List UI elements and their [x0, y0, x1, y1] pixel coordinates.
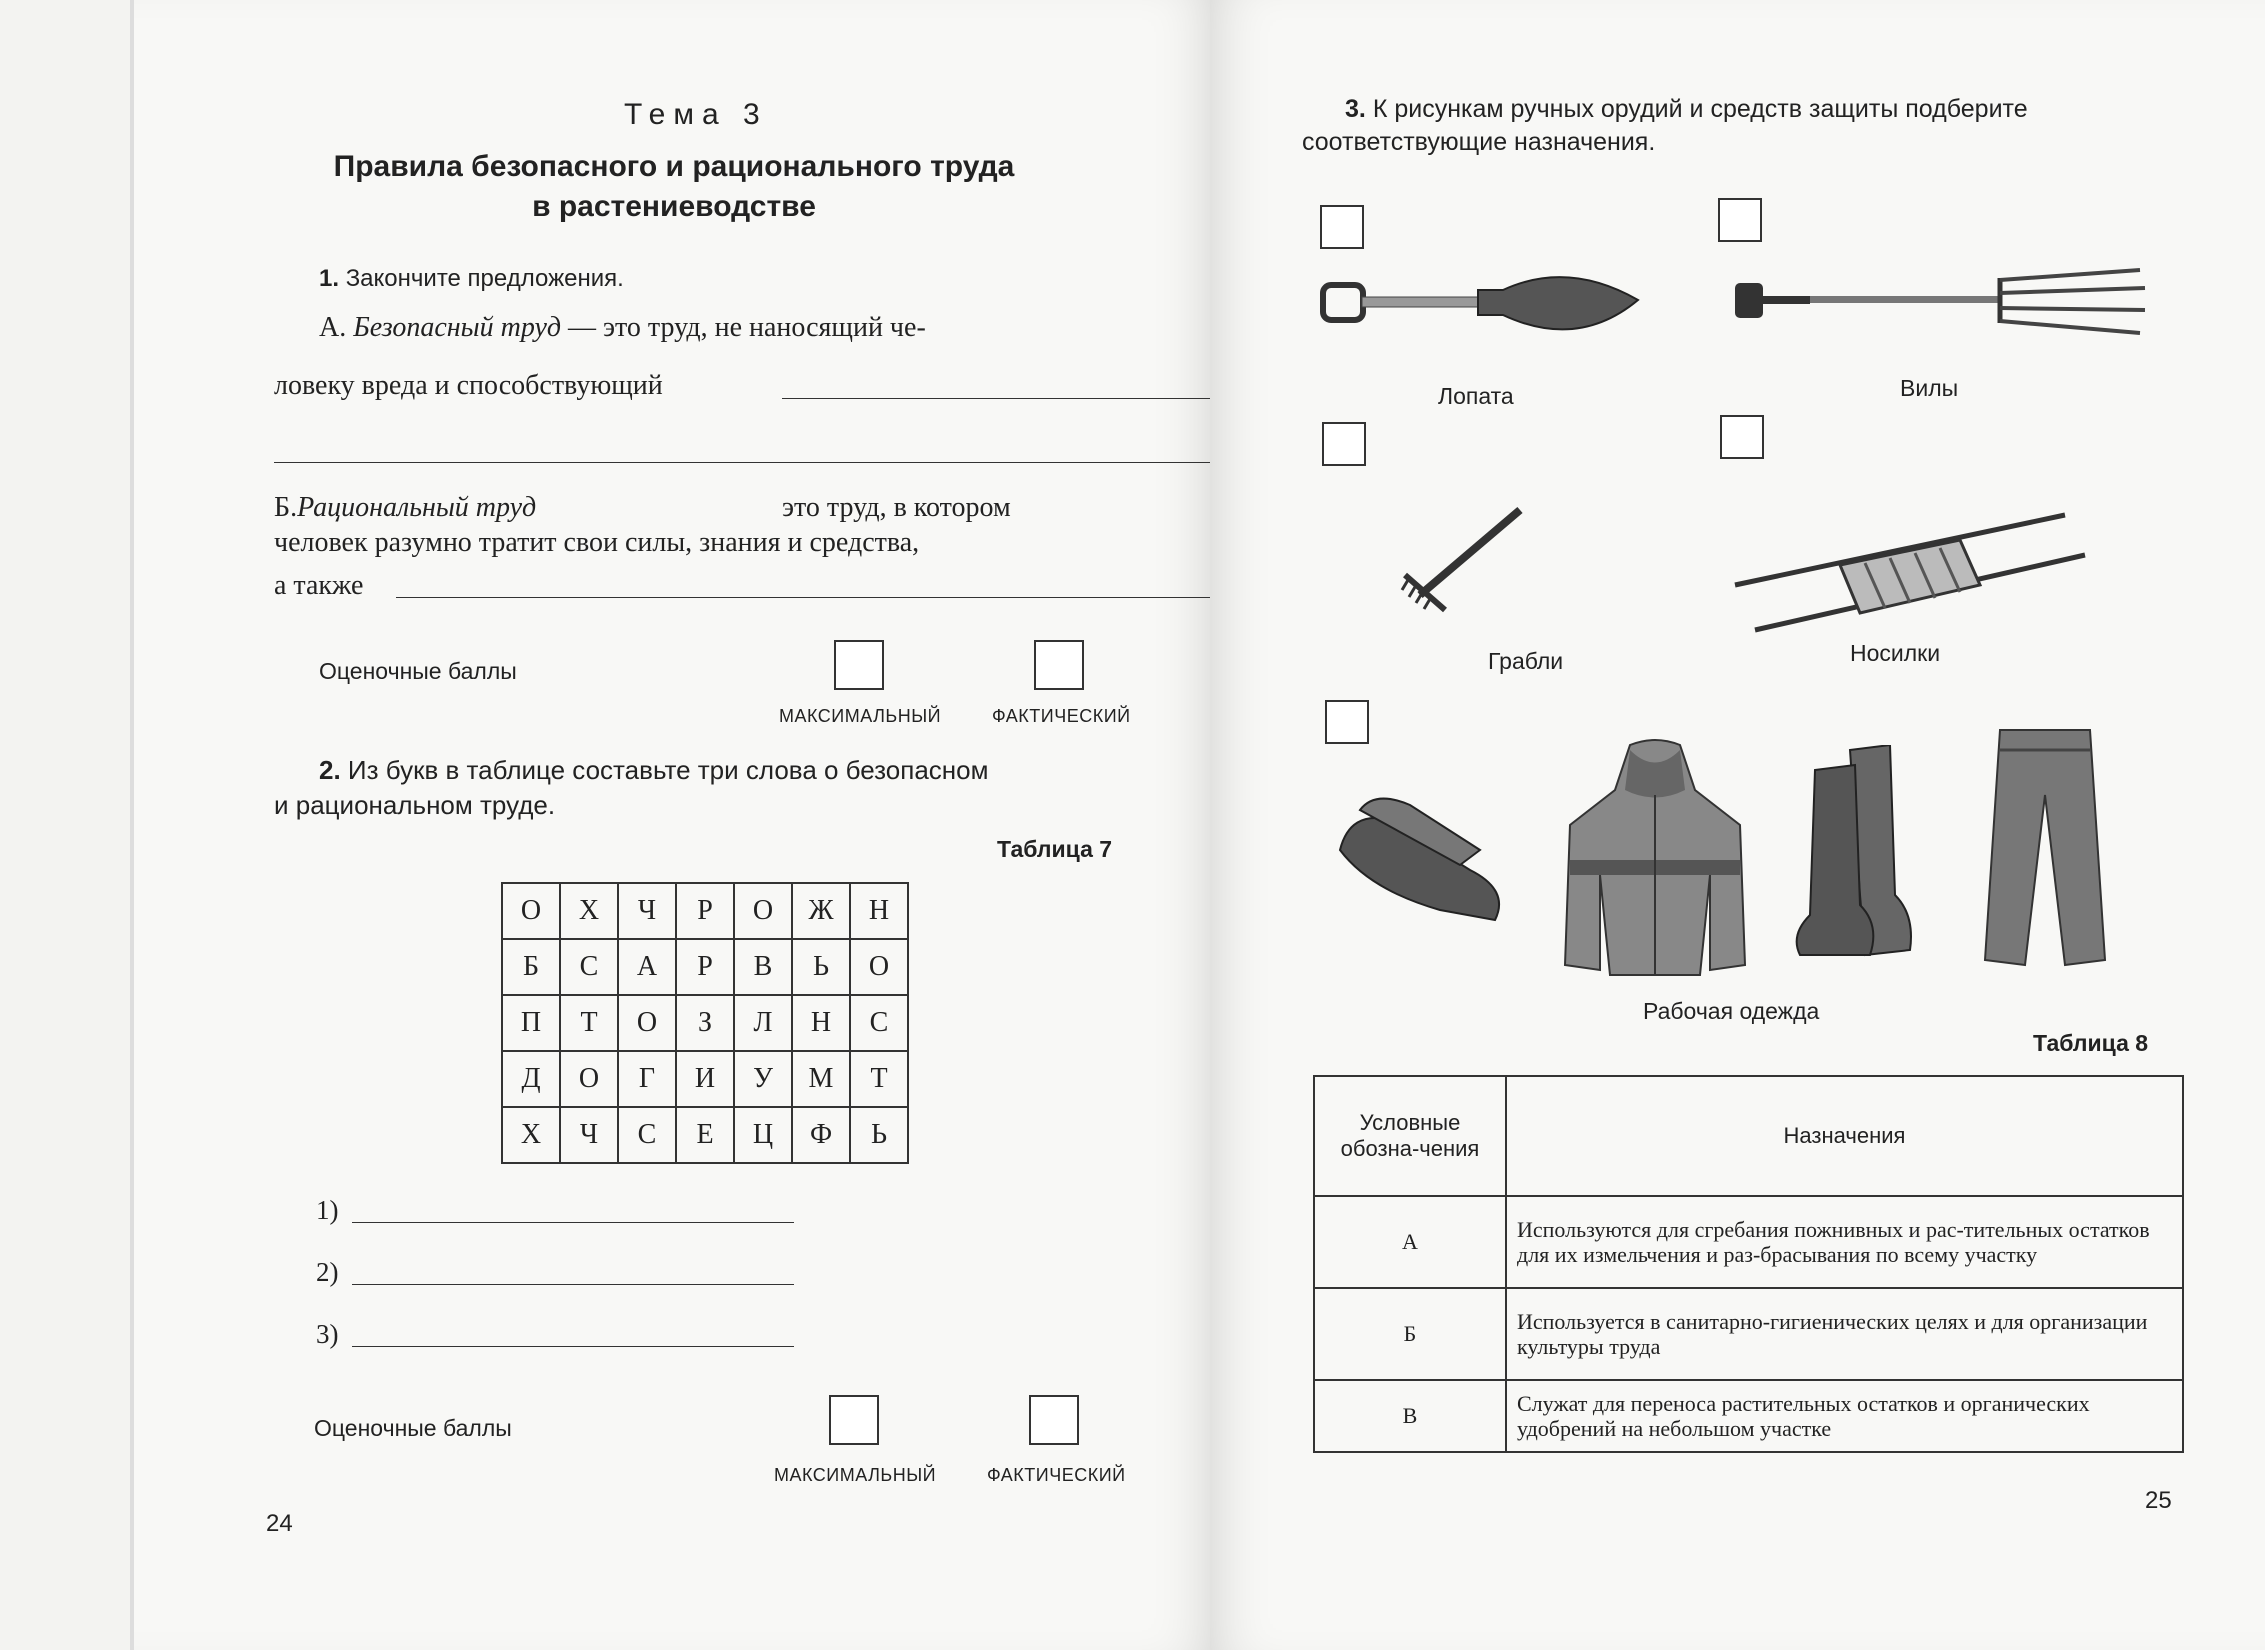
table8-row-b: [1314, 1288, 2183, 1380]
task3-instruction-1: К рисункам ручных орудий и средств защиты подберите: [1372, 95, 2028, 123]
score-label-1: Оценочные баллы: [319, 658, 517, 684]
task1-instruction: Закончите предложения.: [345, 265, 624, 292]
table8-row-b-val: Используется в санитарно-гигиенических целях и для организации культуры труда: [1506, 1288, 2183, 1380]
max-label-1: МАКСИМАЛЬНЫЙ: [779, 706, 942, 726]
rake-answer-box[interactable]: [1322, 422, 1366, 466]
letter-grid-cell: Н: [850, 883, 908, 939]
letter-grid-cell: О: [734, 883, 792, 939]
max-score-box-2[interactable]: [829, 1395, 879, 1445]
task1-a-prefix: А.: [319, 312, 347, 343]
letter-grid-cell: Н: [792, 995, 850, 1051]
task1-a-term: Безопасный труд: [353, 312, 562, 343]
letter-grid-cell: Ц: [734, 1107, 792, 1163]
letter-grid-cell: Ч: [618, 883, 676, 939]
letter-grid-cell: Ь: [850, 1107, 908, 1163]
fact-label-2: ФАКТИЧЕСКИЙ: [987, 1465, 1126, 1485]
letter-grid-cell: И: [676, 1051, 734, 1107]
task3-instruction-2: соответствующие назначения.: [1302, 128, 1656, 156]
table8-label: Таблица 8: [2033, 1030, 2149, 1056]
task2-instruction-1: Из букв в таблице составьте три слова о безопасном: [347, 755, 989, 785]
rake-icon: [1400, 495, 1550, 615]
page-subtitle: в растениеводстве: [532, 190, 816, 223]
task1-a-answer-line-1[interactable]: [782, 398, 1258, 399]
fact-score-box-1[interactable]: [1034, 640, 1084, 690]
table8-row-b-key: Б: [1314, 1288, 1506, 1380]
table8-row-c-key: В: [1314, 1380, 1506, 1452]
answer-2-line[interactable]: [352, 1284, 794, 1285]
answer-1-label: 1): [316, 1195, 339, 1225]
answer-1-line[interactable]: [352, 1222, 794, 1223]
table7-label: Таблица 7: [997, 836, 1113, 862]
task2-instruction-2: и рациональном труде.: [274, 790, 556, 820]
table8-row-a-val: Используются для сгребания пожнивных и рас-тительных остатков для их измельчения и раз-брасывания по всему участку: [1506, 1196, 2183, 1288]
task2-line1: [319, 755, 989, 786]
letter-grid-cell: Ч: [560, 1107, 618, 1163]
page-number-right: 25: [2145, 1487, 2172, 1514]
letter-grid-cell: В: [734, 939, 792, 995]
letter-grid-cell: Д: [502, 1051, 560, 1107]
right-page: [1210, 0, 2265, 1650]
shovel-answer-box[interactable]: [1320, 205, 1364, 249]
task1-a-line1: [319, 310, 1259, 346]
fact-label-1: ФАКТИЧЕСКИЙ: [992, 706, 1131, 726]
max-label-2: МАКСИМАЛЬНЫЙ: [774, 1465, 937, 1485]
letter-grid-cell: Е: [676, 1107, 734, 1163]
letter-grid-cell: Г: [618, 1051, 676, 1107]
letter-grid-cell: А: [618, 939, 676, 995]
letter-grid-cell: Л: [734, 995, 792, 1051]
letter-grid-row: [502, 1107, 908, 1163]
task1-b-answer-line[interactable]: [396, 597, 1258, 598]
letter-grid-cell: О: [502, 883, 560, 939]
table8-header-row: [1314, 1076, 2183, 1196]
letter-grid-cell: М: [792, 1051, 850, 1107]
letter-grid-row: [502, 883, 908, 939]
score-label-2: Оценочные баллы: [314, 1415, 512, 1441]
task3-number: 3.: [1345, 95, 1366, 123]
letter-grid-cell: П: [502, 995, 560, 1051]
left-page: [130, 0, 1214, 1650]
letter-grid-cell: С: [850, 995, 908, 1051]
task1-b-text1: это труд, в котором: [782, 492, 1011, 523]
pitchfork-icon: [1730, 258, 2150, 348]
answer-3-line[interactable]: [352, 1346, 794, 1347]
letter-grid-cell: Ф: [792, 1107, 850, 1163]
letter-grid-cell: Р: [676, 939, 734, 995]
task2-number: 2.: [319, 755, 341, 785]
letter-grid-cell: У: [734, 1051, 792, 1107]
pitchfork-answer-box[interactable]: [1718, 198, 1762, 242]
letter-grid-cell: Р: [676, 883, 734, 939]
task1-header: [319, 265, 624, 293]
trousers-icon: [1980, 725, 2110, 970]
letter-grid-table: [501, 882, 909, 1164]
topic-label: Тема 3: [624, 98, 768, 131]
task1-b-line1: [274, 490, 536, 526]
page-title: Правила безопасного и рационального труда: [333, 150, 1015, 183]
letter-grid-cell: Б: [502, 939, 560, 995]
task1-a-line2: ловеку вреда и способствующий: [274, 370, 663, 401]
letter-grid-cell: Ж: [792, 883, 850, 939]
letter-grid-cell: С: [560, 939, 618, 995]
boots-icon: [1790, 745, 1920, 960]
task1-b-line2: человек разумно тратит свои силы, знания и средства,: [274, 527, 920, 558]
answer-2-label: 2): [316, 1257, 339, 1287]
max-score-box-1[interactable]: [834, 640, 884, 690]
task1-number: 1.: [319, 265, 340, 292]
letter-grid-cell: Х: [560, 883, 618, 939]
table8: [1313, 1075, 2184, 1453]
fact-score-box-2[interactable]: [1029, 1395, 1079, 1445]
task3-line1: [1345, 95, 2028, 124]
task1-a-text1: — это труд, не наносящий че-: [568, 312, 926, 343]
letter-grid-cell: О: [560, 1051, 618, 1107]
table8-row-c-val: Служат для переноса растительных остатков и органических удобрений на небольшом участке: [1506, 1380, 2183, 1452]
letter-grid-cell: Х: [502, 1107, 560, 1163]
letter-grid-cell: С: [618, 1107, 676, 1163]
shovel-icon: [1318, 255, 1648, 355]
stretcher-label: Носилки: [1850, 640, 1941, 666]
task1-b-line3: а также: [274, 570, 364, 601]
table8-row-a: [1314, 1196, 2183, 1288]
answer-3-label: 3): [316, 1319, 339, 1349]
workwear-answer-box[interactable]: [1325, 700, 1369, 744]
letter-grid-row: [502, 995, 908, 1051]
task1-b-term: Рациональный труд: [297, 492, 537, 523]
letter-grid-cell: З: [676, 995, 734, 1051]
letter-grid-row: [502, 1051, 908, 1107]
stretcher-icon: [1730, 505, 2090, 635]
rake-label: Грабли: [1488, 648, 1564, 674]
page-number-left: 24: [266, 1510, 293, 1537]
letter-grid-cell: Т: [850, 1051, 908, 1107]
task1-a-answer-line-2[interactable]: [274, 462, 1258, 463]
table8-row-c: [1314, 1380, 2183, 1452]
letter-grid-cell: О: [618, 995, 676, 1051]
gloves-icon: [1330, 790, 1530, 930]
shovel-label: Лопата: [1438, 383, 1514, 409]
letter-grid-cell: Ь: [792, 939, 850, 995]
letter-grid-cell: О: [850, 939, 908, 995]
pitchfork-label: Вилы: [1900, 375, 1959, 401]
table8-row-a-key: А: [1314, 1196, 1506, 1288]
table8-head-key: Условные обозна-чения: [1314, 1076, 1506, 1196]
jacket-icon: [1560, 735, 1750, 980]
stretcher-answer-box[interactable]: [1720, 415, 1764, 459]
workwear-label: Рабочая одежда: [1643, 998, 1820, 1024]
table8-head-val: Назначения: [1506, 1076, 2183, 1196]
letter-grid-row: [502, 939, 908, 995]
task1-b-prefix: Б.: [274, 492, 298, 523]
letter-grid-cell: Т: [560, 995, 618, 1051]
